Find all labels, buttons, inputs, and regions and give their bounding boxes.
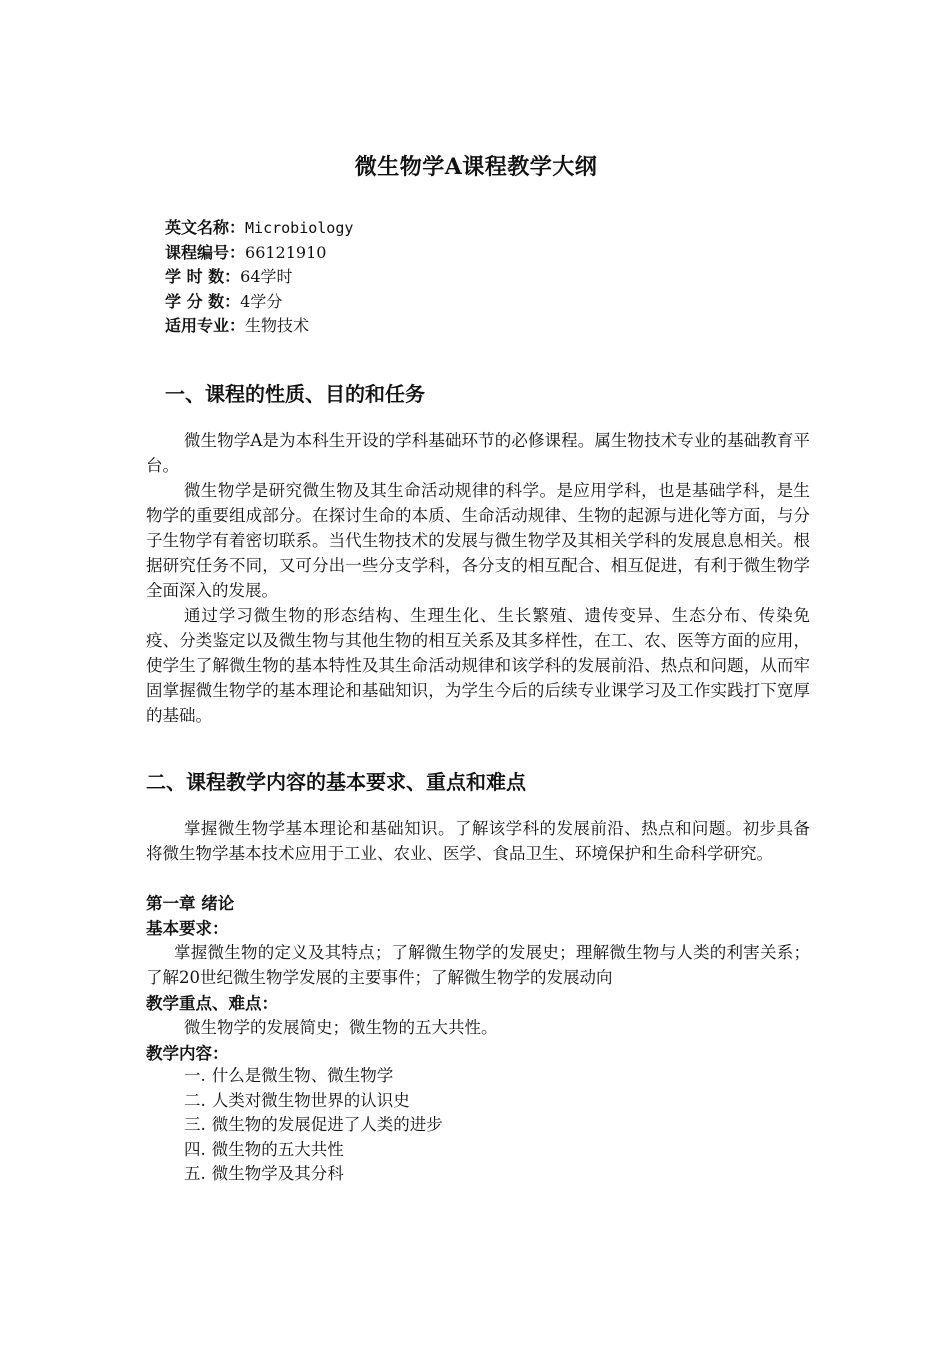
credits-value: 4学分 <box>240 291 283 311</box>
section1-paragraph-1: 微生物学A是为本科生开设的学科基础环节的必修课程。属生物技术专业的基础教育平台。 <box>146 431 810 475</box>
list-item-text: 微生物学及其分科 <box>211 1164 344 1183</box>
section2-heading: 二、课程教学内容的基本要求、重点和难点 <box>146 770 526 794</box>
list-item <box>184 1064 443 1089</box>
hours-value: 64学时 <box>240 267 293 286</box>
section1-paragraph-2: 微生物学是研究微生物及其生命活动规律的科学。是应用学科，也是基础学科，是生物学的重要组成部分。在探讨生命的本质、生命活动规律、生物的起源与进化等方面，与分子生物学有着密切联系。当代生物技术的发展与微生物学及其相关学科的发展息息相关。根据研究任务不同，又可分出一些分支学科，各分支的相互配合、相互促进，有利于微生物学全面深入的发展。 <box>146 481 810 600</box>
content-label: 教学内容： <box>146 1044 229 1063</box>
key-points-text: 微生物学的发展简史；微生物的五大共性。 <box>184 1018 498 1037</box>
section1-paragraph-3: 通过学习微生物的形态结构、生理生化、生长繁殖、遗传变异、生态分布、传染免疫、分类鉴定以及微生物与其他生物的相互关系及其多样性，在工、农、医等方面的应用，使学生了解微生物的基本特性及其生命活动规律和该学科的发展前沿、热点和问题，从而牢固掌握微生物学的基本理论和基础知识，为学生今后的后续专业课学习及工作实践打下宽厚的基础。 <box>146 606 810 725</box>
list-item-text: 什么是微生物、微生物学 <box>211 1066 394 1085</box>
english-name-row <box>165 216 353 241</box>
key-points-label: 教学重点、难点： <box>146 994 278 1013</box>
major-label: 适用专业： <box>165 316 246 335</box>
list-item <box>184 1138 443 1163</box>
list-item-text: 微生物的五大共性 <box>211 1139 344 1159</box>
hours-label: 学 时 数： <box>165 267 241 286</box>
english-name-label: 英文名称： <box>165 218 246 237</box>
content-list <box>184 1064 443 1187</box>
course-code-row <box>165 241 353 266</box>
list-item-number: 一. <box>184 1066 206 1085</box>
requirements-label: 基本要求： <box>146 919 229 938</box>
section1-heading: 一、课程的性质、目的和任务 <box>165 382 425 406</box>
list-item-number: 五. <box>184 1164 206 1183</box>
list-item <box>184 1113 443 1138</box>
major-row <box>165 314 353 339</box>
list-item-number: 三. <box>184 1115 206 1134</box>
section2-intro: 掌握微生物学基本理论和基础知识。了解该学科的发展前沿、热点和问题。初步具备将微生物学基本技术应用于工业、农业、医学、食品卫生、环境保护和生命科学研究。 <box>146 819 810 863</box>
credits-label: 学 分 数： <box>165 291 241 311</box>
list-item-text: 微生物的发展促进了人类的进步 <box>211 1115 443 1134</box>
requirements-text: 掌握微生物的定义及其特点；了解微生物学的发展史；理解微生物与人类的利害关系；了解20世纪微生物学发展的主要事件；了解微生物学的发展动向 <box>146 943 810 987</box>
major-value: 生物技术 <box>245 316 310 335</box>
list-item-number: 四. <box>184 1139 206 1159</box>
list-item <box>184 1162 443 1187</box>
list-item <box>184 1089 443 1114</box>
course-info <box>165 216 353 339</box>
course-code-value: 66121910 <box>245 242 327 262</box>
list-item-text: 人类对微生物世界的认识史 <box>211 1090 410 1110</box>
chapter-title: 第一章 绪论 <box>146 894 235 913</box>
credits-row <box>165 290 353 315</box>
course-code-label: 课程编号： <box>165 242 246 262</box>
list-item-number: 二. <box>184 1090 206 1110</box>
english-name-value: Microbiology <box>245 219 354 237</box>
hours-row <box>165 265 353 290</box>
document-title: 微生物学A课程教学大纲 <box>354 154 598 180</box>
